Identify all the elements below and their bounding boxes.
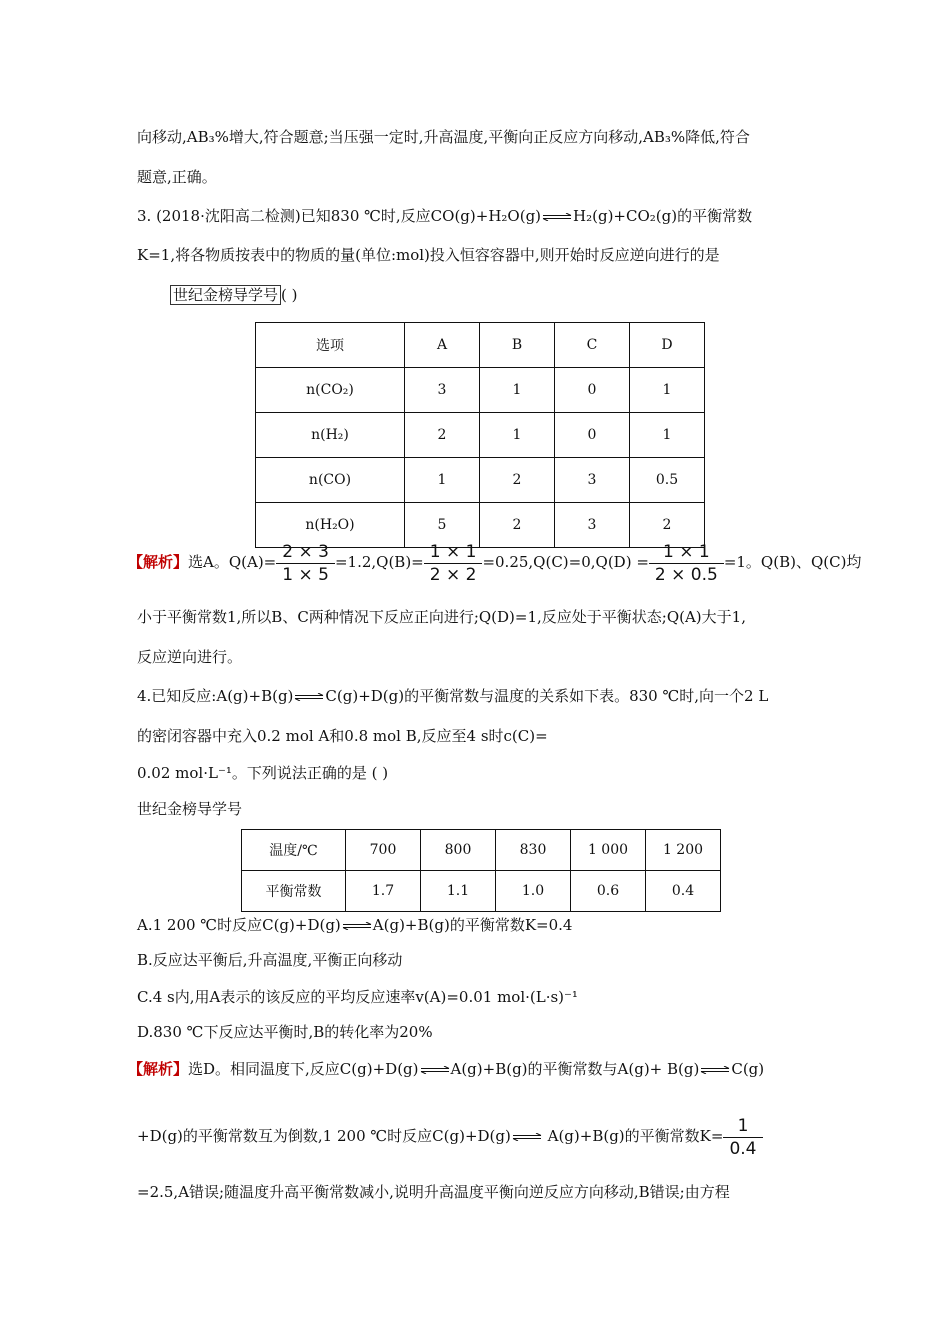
fraction-denominator: 0.4 [729, 1138, 757, 1159]
table-cell: 830 [496, 830, 571, 871]
table-cell: 1 [405, 458, 480, 503]
equilibrium-arrow-icon [420, 1066, 450, 1074]
table-cell: 1 [630, 413, 705, 458]
table-cell: 0.6 [571, 871, 646, 912]
table-row [242, 871, 721, 912]
q3-table [255, 322, 705, 548]
table-cell: n(H₂) [256, 413, 405, 458]
table-cell: 1.7 [346, 871, 421, 912]
table-cell: n(CO₂) [256, 368, 405, 413]
table-cell: A [405, 323, 480, 368]
q4-text-b: C(g)+D(g)的平衡常数与温度的关系如下表。830 ℃时,向一个2 L [325, 687, 769, 705]
q4-option-d: D.830 ℃下反应达平衡时,B的转化率为20% [137, 1023, 433, 1041]
equilibrium-arrow-icon [542, 213, 572, 221]
intro-line-2: 题意,正确。 [137, 168, 217, 186]
analysis-text: 选D。相同温度下,反应C(g)+D(g) [188, 1060, 419, 1078]
table-cell: C [555, 323, 630, 368]
q3-line-1 [137, 206, 752, 226]
table-cell: 800 [421, 830, 496, 871]
option-a-text: A.1 200 ℃时反应C(g)+D(g) [137, 916, 341, 934]
table-header-row [242, 830, 721, 871]
analysis-tag: 【解析】 [128, 553, 189, 571]
table-cell: 700 [346, 830, 421, 871]
table-cell: 2 [405, 413, 480, 458]
q4-option-b: B.反应达平衡后,升高温度,平衡正向移动 [137, 951, 403, 969]
table-row [256, 368, 705, 413]
table-cell: 0.5 [630, 458, 705, 503]
fraction-k [723, 1115, 762, 1160]
table-cell: 2 [630, 503, 705, 548]
table-header-row [256, 323, 705, 368]
table-cell: 1 000 [571, 830, 646, 871]
fraction-qd [649, 541, 724, 586]
table-cell: 2 [480, 503, 555, 548]
equilibrium-arrow-icon [512, 1133, 542, 1141]
q4-analysis-line-2 [137, 1114, 763, 1160]
fraction-denominator: 2 × 2 [429, 564, 477, 585]
analysis-text: =1.2,Q(B)= [334, 553, 424, 571]
fraction-denominator: 2 × 0.5 [654, 564, 718, 585]
q3-analysis-line-2: 小于平衡常数1,所以B、C两种情况下反应正向进行;Q(D)=1,反应处于平衡状态;Q(A)大于1, [137, 608, 746, 626]
table-cell: 0.4 [646, 871, 721, 912]
analysis-text: =1。Q(B)、Q(C)均 [723, 553, 862, 571]
fraction-denominator: 1 × 5 [282, 564, 329, 585]
intro-line-1: 向移动,AB₃%增大,符合题意;当压强一定时,升高温度,平衡向正反应方向移动,AB₃%降低,符合 [137, 128, 750, 146]
table-cell: 选项 [256, 323, 405, 368]
equilibrium-arrow-icon [294, 693, 324, 701]
fraction-numerator: 2 × 3 [276, 541, 335, 564]
fraction-numerator: 1 × 1 [424, 541, 483, 564]
q3-paren: ( ) [281, 286, 298, 304]
table-cell: 2 [480, 458, 555, 503]
table-row [256, 458, 705, 503]
q3-watermark-line [170, 285, 298, 305]
analysis-text: =0.25,Q(C)=0,Q(D) = [482, 553, 649, 571]
q3-watermark: 世纪金榜导学号 [170, 285, 281, 305]
analysis-text: C(g) [731, 1060, 765, 1078]
q4-text-a: 4.已知反应:A(g)+B(g) [137, 687, 294, 705]
q4-line-3: 0.02 mol·L⁻¹。下列说法正确的是 ( ) [137, 764, 389, 782]
q3-analysis-line-1 [128, 540, 861, 586]
table-cell: 3 [555, 503, 630, 548]
table-cell: 1 200 [646, 830, 721, 871]
option-a-text: A(g)+B(g)的平衡常数K=0.4 [372, 916, 573, 934]
q3-text-a: 3. (2018·沈阳高二检测)已知830 ℃时,反应CO(g)+H₂O(g) [137, 207, 542, 225]
q4-option-a [137, 915, 572, 935]
q4-watermark: 世纪金榜导学号 [137, 800, 243, 818]
table-cell: 1 [480, 368, 555, 413]
fraction-numerator: 1 × 1 [649, 541, 724, 564]
fraction-qb [424, 541, 483, 586]
q4-line-1 [137, 686, 768, 706]
fraction-qa [276, 541, 335, 586]
table-cell: 平衡常数 [242, 871, 346, 912]
q3-text-b: H₂(g)+CO₂(g)的平衡常数 [573, 207, 753, 225]
analysis-text: A(g)+B(g)的平衡常数K= [542, 1127, 724, 1145]
table-cell: 5 [405, 503, 480, 548]
analysis-tag: 【解析】 [128, 1060, 189, 1078]
table-cell: 1.1 [421, 871, 496, 912]
table-cell: 3 [555, 458, 630, 503]
q4-analysis-line-1 [128, 1059, 764, 1079]
q3-line-2: K=1,将各物质按表中的物质的量(单位:mol)投入恒容容器中,则开始时反应逆向进行的是 [137, 246, 720, 264]
table-cell: 温度/℃ [242, 830, 346, 871]
table-cell: n(CO) [256, 458, 405, 503]
equilibrium-arrow-icon [342, 922, 372, 930]
q4-option-c: C.4 s内,用A表示的该反应的平均反应速率v(A)=0.01 mol·(L·s)⁻¹ [137, 988, 578, 1006]
table-cell: n(H₂O) [256, 503, 405, 548]
q4-analysis-line-3: =2.5,A错误;随温度升高平衡常数减小,说明升高温度平衡向逆反应方向移动,B错误;由方程 [137, 1183, 730, 1201]
table-cell: 0 [555, 368, 630, 413]
table-cell: 1 [480, 413, 555, 458]
analysis-text: +D(g)的平衡常数互为倒数,1 200 ℃时反应C(g)+D(g) [137, 1127, 511, 1145]
analysis-text: 选A。Q(A)= [188, 553, 277, 571]
analysis-text: A(g)+B(g)的平衡常数与A(g)+ B(g) [450, 1060, 700, 1078]
table-cell: 0 [555, 413, 630, 458]
table-cell: 1.0 [496, 871, 571, 912]
equilibrium-arrow-icon [700, 1066, 730, 1074]
fraction-numerator: 1 [723, 1115, 762, 1138]
table-row [256, 413, 705, 458]
table-cell: D [630, 323, 705, 368]
table-cell: B [480, 323, 555, 368]
q4-line-2: 的密闭容器中充入0.2 mol A和0.8 mol B,反应至4 s时c(C)= [137, 727, 548, 745]
q3-analysis-line-3: 反应逆向进行。 [137, 648, 243, 666]
table-cell: 3 [405, 368, 480, 413]
table-cell: 1 [630, 368, 705, 413]
q4-table [241, 829, 721, 912]
